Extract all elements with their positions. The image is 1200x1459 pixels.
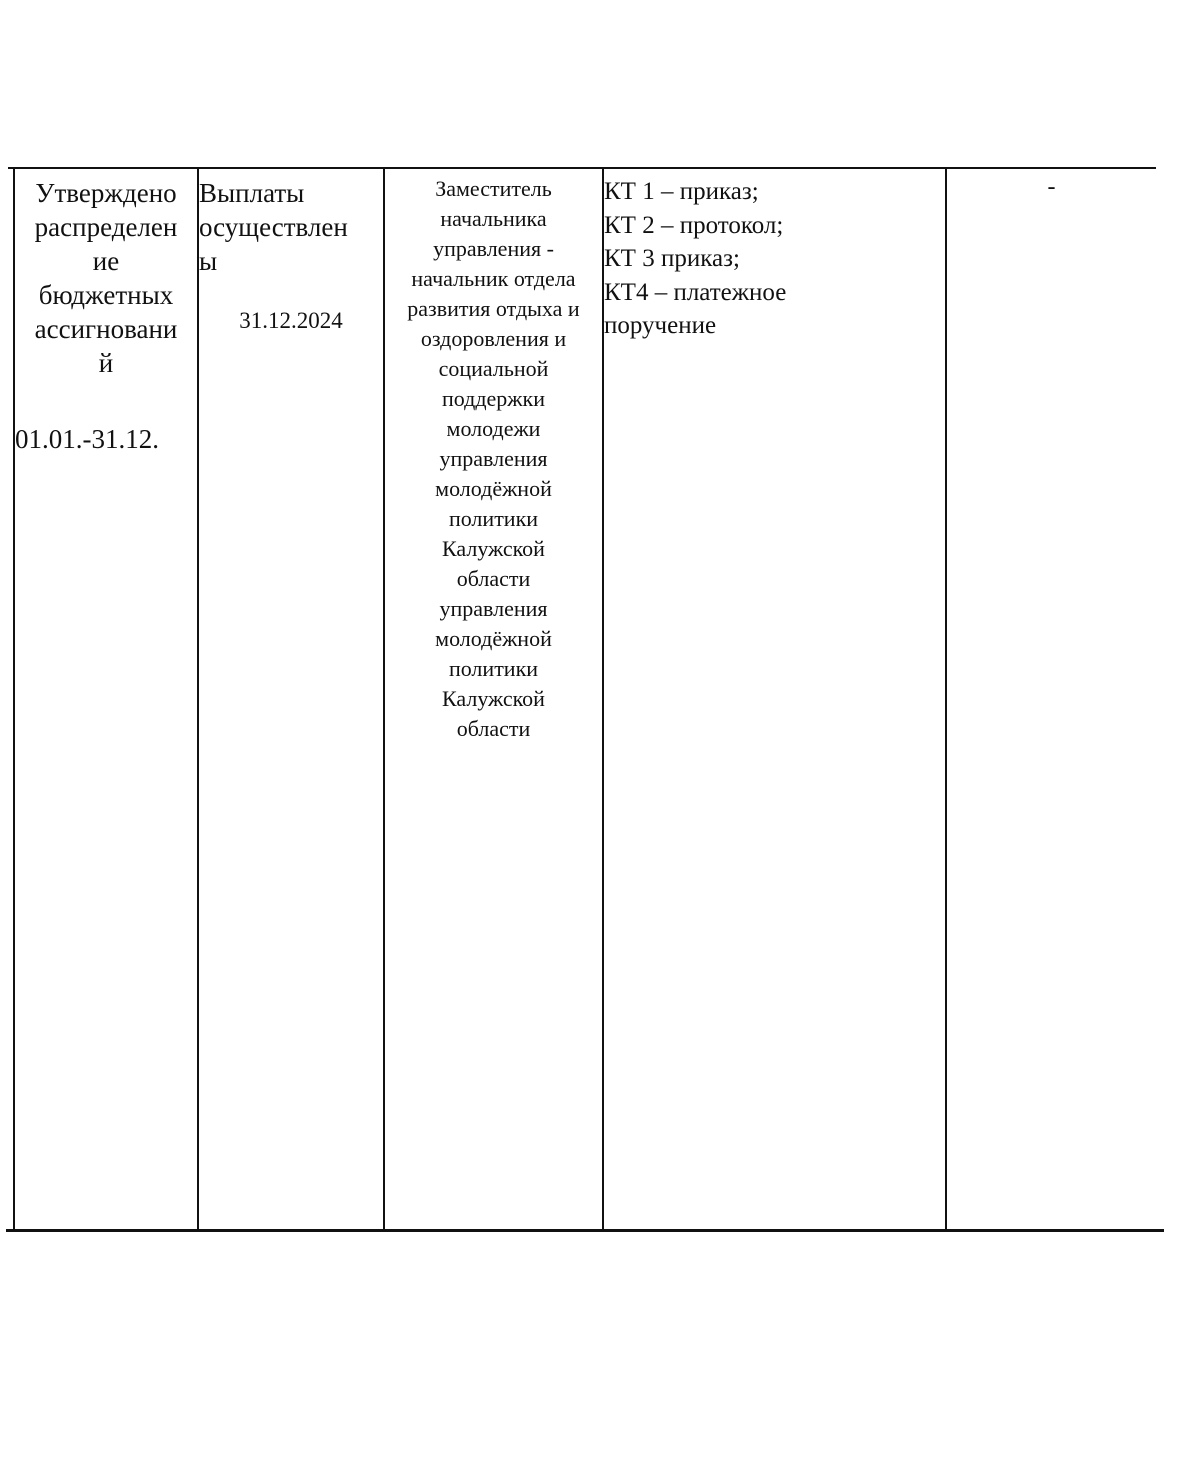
cell-empty-value — [947, 170, 1156, 202]
cell-documents — [604, 170, 945, 343]
cell-control-point — [15, 170, 197, 456]
responsible-line: молодёжной — [435, 476, 552, 501]
cell-result — [199, 170, 383, 338]
document-line: поручение — [604, 312, 717, 339]
document-line: КТ 3 приказ; — [604, 245, 740, 272]
responsible-line: политики — [448, 656, 539, 681]
responsible-line: развития отдыха и — [407, 296, 580, 321]
control-point-line: бюджетных — [38, 280, 174, 310]
control-point-line: распределен — [34, 212, 178, 242]
control-point-line: Утверждено — [35, 178, 177, 208]
table-top-border — [8, 167, 1156, 169]
responsible-line: поддержки — [442, 386, 545, 411]
document-line: КТ 2 – протокол; — [604, 211, 784, 239]
document-line: КТ 1 – приказ; — [604, 178, 759, 205]
responsible-line: Калужской — [442, 536, 545, 561]
responsible-line: Заместитель — [435, 176, 552, 201]
dash-value: - — [1047, 174, 1056, 200]
cell-responsible — [385, 170, 602, 744]
responsible-line: управления - — [433, 236, 554, 261]
responsible-line: области — [456, 566, 531, 591]
responsible-line: начальник отдела — [411, 266, 576, 291]
responsible-line: Калужской — [442, 686, 545, 711]
responsible-line: управления — [439, 446, 548, 471]
responsible-line: социальной — [438, 356, 549, 381]
result-line: Выплаты — [199, 178, 305, 208]
responsible-line: управления — [439, 596, 548, 621]
result-date: 31.12.2024 — [239, 308, 343, 333]
column-border-4 — [945, 169, 947, 1231]
document-line: КТ4 – платежное — [604, 278, 787, 306]
table-bottom-border — [6, 1229, 1164, 1232]
control-point-line: й — [98, 348, 114, 378]
responsible-line: политики — [448, 506, 539, 531]
responsible-line: молодёжной — [435, 626, 552, 651]
control-point-period: 01.01.-31.12. — [15, 424, 159, 454]
responsible-line: оздоровления и — [420, 326, 567, 351]
responsible-line: начальника — [440, 206, 547, 231]
result-line: ы — [199, 246, 218, 276]
control-point-line: ассигновани — [34, 314, 178, 344]
responsible-line: молодежи — [446, 416, 541, 441]
responsible-line: области — [456, 716, 531, 741]
control-point-line: ие — [92, 246, 120, 276]
result-line: осуществлен — [199, 212, 348, 242]
